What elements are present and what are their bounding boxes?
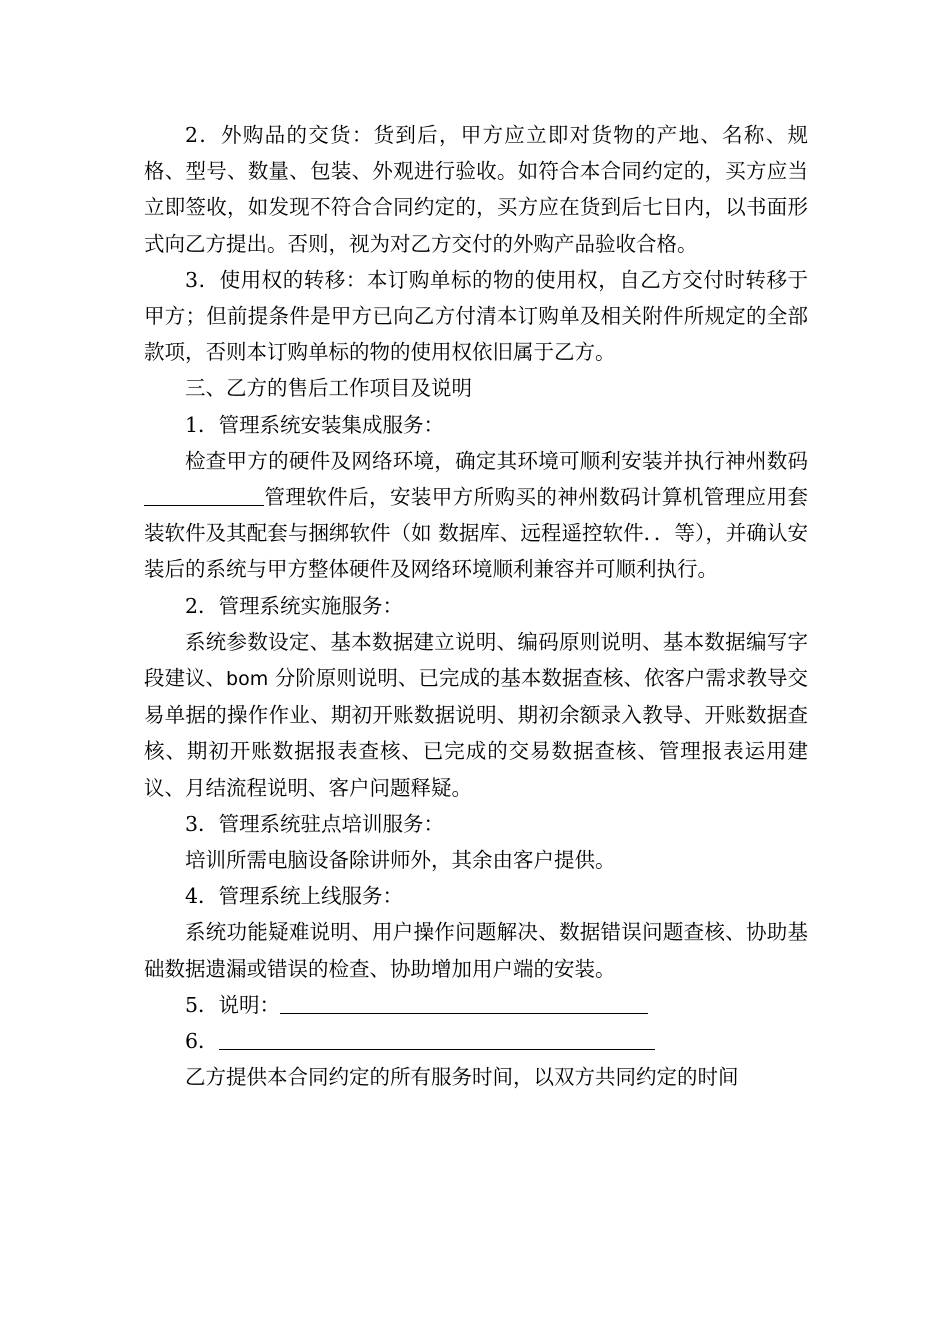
- paragraph-service-time: 乙方提供本合同约定的所有服务时间，以双方共同约定的时间: [185, 1065, 739, 1090]
- installation-text-part2: 管理软件后，安装甲方所购买的神州数码计算机管理应用套装软件及其配套与捆绑软件（如 数据库、远程遥控软件．．等），并确认安装后的系统与甲方整体硬件及网络环境顺利兼容并可顺利执行。: [144, 485, 808, 582]
- fill-in-blank-explanation: [280, 991, 648, 1014]
- paragraph-installation-detail: [144, 443, 808, 588]
- document-body: [144, 117, 808, 1095]
- item-heading-training: 3．管理系统驻点培训服务：: [185, 811, 445, 836]
- paragraph-go-live-detail: 系统功能疑难说明、用户操作问题解决、数据错误问题查核、协助基础数据遗漏或错误的检查、协助增加用户端的安装。: [144, 920, 808, 981]
- implementation-text-bom: bom: [226, 668, 269, 691]
- item-six-label: 6．: [185, 1029, 219, 1054]
- item-heading-go-live: 4．管理系统上线服务：: [185, 884, 404, 909]
- explanation-label: 5．说明：: [185, 992, 281, 1017]
- item-heading-implementation: 2．管理系统实施服务：: [185, 593, 404, 618]
- item-explanation: [144, 987, 808, 1023]
- section-heading-after-sales: 三、乙方的售后工作项目及说明: [185, 376, 472, 401]
- item-six: [144, 1023, 808, 1059]
- installation-text-part1: 检查甲方的硬件及网络环境，确定其环境可顺利安装并执行神州数码: [185, 448, 808, 473]
- fill-in-blank-software: [144, 483, 264, 506]
- implementation-text-part1: 系统参数设定、基本数据建立说明、编码原则说明、基本数据编写字段建议、: [144, 629, 808, 691]
- paragraph-implementation-detail: [144, 624, 808, 806]
- fill-in-blank-item-six: [219, 1027, 655, 1050]
- paragraph-training-detail: 培训所需电脑设备除讲师外，其余由客户提供。: [185, 848, 616, 873]
- paragraph-delivery-inspection: 2．外购品的交货：货到后，甲方应立即对货物的产地、名称、规格、型号、数量、包装、外观进行验收。如符合本合同约定的，买方应当立即签收，如发现不符合合同约定的，买方应在货到后七日内，以书面形式向乙方提出。否则，视为对乙方交付的外购产品验收合格。: [144, 123, 808, 256]
- item-heading-installation: 1．管理系统安装集成服务：: [185, 412, 445, 437]
- implementation-text-part2: 分阶原则说明、已完成的基本数据查核、依客户需求教导交易单据的操作作业、期初开账数据说明、期初余额录入教导、开账数据查核、期初开账数据报表查核、已完成的交易数据查核、管理报表运用建议、月结流程说明、客户问题释疑。: [144, 666, 809, 800]
- paragraph-usage-right-transfer: 3．使用权的转移：本订购单标的物的使用权，自乙方交付时转移于甲方；但前提条件是甲方已向乙方付清本订购单及相关附件所规定的全部款项，否则本订购单标的物的使用权依旧属于乙方。: [144, 267, 808, 365]
